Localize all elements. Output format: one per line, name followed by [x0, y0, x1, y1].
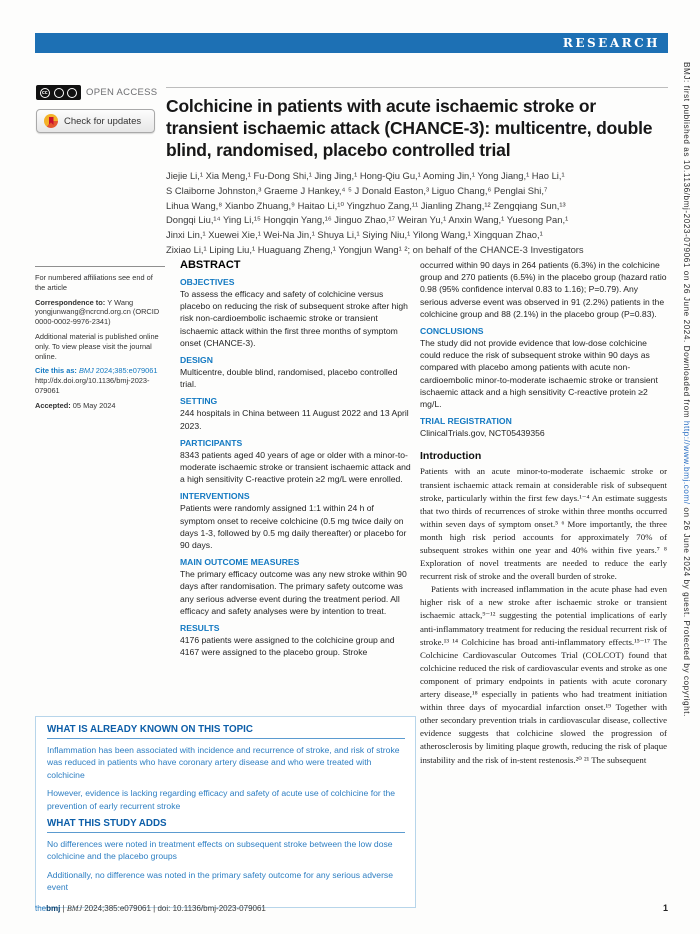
doi-link[interactable]: http://dx.doi.org/10.1136/bmj-2023-079061 — [35, 376, 150, 395]
additional-material-note: Additional material is published online only. To view please visit the journal online. — [35, 331, 159, 361]
abstract-section-text: Patients were randomly assigned 1:1 within 24 h of symptom onset to receive colchicine (0.5 mg twice daily on days 1-3, followed by 0.5 mg daily thereafter) or placebo for 90 days. — [180, 503, 407, 551]
abstract-section-text: Multicentre, double blind, randomised, placebo controlled trial. — [180, 367, 398, 390]
abstract-section-label: MAIN OUTCOME MEASURES — [180, 557, 300, 568]
introduction-body — [420, 465, 667, 766]
correspondence-email[interactable]: yongjunwang@ncrcnd.org.cn (ORCID 0000-0002-9976-2341) — [35, 307, 160, 327]
abstract-section-text: The primary efficacy outcome was any new stroke within 90 days after randomisation. The primary safety outcome was any serious adverse event during the treatment period. All efficacy and safety analyses were by intention to treat. — [180, 569, 407, 616]
page-footer — [35, 903, 668, 913]
key-message-item: Inflammation has been associated with incidence and recurrence of stroke, and risk of stroke was reduced in patients who have coronary artery disease and who were treated with colchicine — [47, 745, 400, 780]
abstract-section-label: OBJECTIVES — [180, 277, 235, 287]
cite-this-as-label: Cite this as: — [35, 366, 79, 376]
abstract-section — [180, 623, 411, 658]
abstract-section — [180, 355, 411, 390]
introduction-heading: Introduction — [420, 450, 482, 463]
correspondence-label: Correspondence to: — [35, 297, 108, 307]
check-for-updates-label: Check for updates — [64, 115, 142, 127]
introduction-paragraph: Patients with increased inflammation in the acute phase had even higher risk of a new stroke after ischaemic stroke or transient ischaemic attack,⁹⁻¹² suggesting the potential implications of early anti-inflammatory treatment for reducing the residual recurrent risk of stroke.¹³ ¹⁴ Colchicine has broad anti-inflammatory effects.¹⁵⁻¹⁷ The Colchicine Cardiovascular Outcomes Trial (COLCOT) found that colchicine reduced the risk of cardiovascular events and stroke as one component of primary endpoints in patients with acute coronary artery disease,¹⁸ especially in patients who had treatment initiation within three days of myocardial infarction onset.¹⁹ Together with other secondary prevention trials in cardiovascular disease, collective evidence suggests that colchicine slowed the progression of atherosclerosis by limiting plaque growth, reducing the risk of plaque instability and the risk of in-stent restenosis.²⁰ ²¹ The subsequent — [420, 584, 667, 765]
thebmj-logo: the — [35, 904, 47, 913]
key-message-item: Additionally, no difference was noted in the primary safety outcome for any serious adverse event — [47, 869, 394, 893]
what-this-study-adds-items — [47, 838, 405, 894]
creative-commons-license-icon — [36, 85, 81, 100]
footer-citation — [35, 904, 266, 913]
author-line: Dongqi Liu,¹⁴ Ying Li,¹⁵ Hongqin Yang,¹⁶ Jinguo Zhao,¹⁷ Weiran Yu,¹ Anxin Wang,¹ Yuesong Pan,¹ — [166, 214, 569, 226]
cite-value: 2024;385:e079061 — [93, 366, 158, 376]
abstract-section-label: CONCLUSIONS — [420, 326, 484, 337]
second-column — [420, 259, 667, 767]
key-messages-box — [35, 716, 416, 908]
abstract-section-text: ClinicalTrials.gov, NCT05439356 — [420, 428, 545, 439]
what-this-study-adds-heading: WHAT THIS STUDY ADDS — [47, 818, 405, 833]
footer-doi: 2024;385:e079061 | doi: 10.1136/bmj-2023-079061 — [82, 904, 266, 913]
abstract-section-text: 4176 patients were assigned to the colchicine group and 4167 were assigned to the placebo group. Stroke — [180, 635, 395, 658]
open-access-label: OPEN ACCESS — [86, 87, 158, 98]
research-section-banner: RESEARCH — [35, 33, 668, 53]
sidenote-text-after: on 26 June 2024 by guest. Protected by copyright. — [682, 504, 691, 717]
key-message-item: However, evidence is lacking regarding efficacy and safety of acute use of colchicine for the prevention of early recurrent stroke — [47, 788, 396, 811]
cite-journal: BMJ — [78, 366, 94, 376]
margin-notes — [35, 266, 165, 416]
abstract-heading: ABSTRACT — [180, 259, 241, 271]
copyright-sidenote — [679, 62, 691, 922]
crossmark-icon — [44, 114, 58, 128]
abstract-section — [420, 416, 667, 439]
thebmj-logo-bold: bmj — [46, 904, 61, 913]
abstract-sections-right — [420, 326, 667, 439]
abstract-section-label: SETTING — [180, 396, 218, 407]
correspondence-name: Y Wang — [107, 297, 134, 307]
abstract-section-label: PARTICIPANTS — [180, 437, 243, 448]
author-line: Jinxi Lin,¹ Xuewei Xie,¹ Wei-Na Jin,¹ Shuya Li,¹ Siying Niu,¹ Yilong Wang,¹ Xingquan Zhao,¹ — [166, 229, 543, 241]
cc-by-glyph — [54, 88, 64, 98]
check-for-updates-button[interactable] — [36, 109, 155, 133]
author-line: Jiejie Li,¹ Xia Meng,¹ Fu-Dong Shi,¹ Jing Jing,¹ Hong-Qiu Gu,¹ Aoming Jin,¹ Yong Jiang,¹ Hao Li,¹ — [166, 170, 565, 181]
abstract-column — [180, 259, 411, 658]
accepted-note — [35, 401, 165, 411]
page-number: 1 — [662, 903, 668, 913]
abstract-sections — [180, 277, 411, 658]
abstract-section — [180, 557, 411, 617]
abstract-section-label: INTERVENTIONS — [180, 491, 250, 502]
abstract-section-label: DESIGN — [180, 355, 213, 366]
correspondence-note — [35, 298, 165, 327]
abstract-section — [420, 326, 667, 410]
cc-nc-glyph — [67, 88, 77, 98]
footer-journal: BMJ — [66, 904, 82, 913]
affiliations-note: For numbered affiliations see end of the article — [35, 273, 153, 292]
accepted-date: 05 May 2024 — [72, 400, 116, 410]
abstract-section-text: To assess the efficacy and safety of colchicine versus placebo on reducing the risk of subsequent stroke after high risk non-cardioembolic ischaemic stroke or transient ischaemic attack within the first three months of symptom onset (CHANCE-3). — [180, 289, 408, 348]
abstract-section — [180, 396, 411, 431]
abstract-section — [180, 438, 411, 486]
what-is-known-items — [47, 744, 405, 812]
author-list — [166, 169, 668, 258]
accepted-label: Accepted: — [35, 400, 73, 410]
abstract-section — [180, 491, 411, 551]
badges-block — [36, 85, 164, 133]
abstract-section-label: RESULTS — [180, 623, 220, 634]
introduction-paragraph: Patients with an acute minor-to-moderate ischaemic stroke or transient ischaemic attack remain at considerable risk of subsequent stroke, particularly within the first few days.¹⁻⁴ An estimate suggests that two thirds of recurrences of stroke within three months occurred within seven days of symptom onset.⁵ ⁶ More importantly, the three month high risk period accounts for approximately 70% of subsequent strokes within one year and 40% within five years.⁷ ⁸ Exploration of novel treatments are needed to reduce the early recurrent risk of stroke and the overall burden of stroke. — [420, 466, 667, 582]
footer-separator: | — [60, 904, 67, 913]
author-line: S Claiborne Johnston,³ Graeme J Hankey,⁴ ⁵ J Donald Easton,³ Liguo Chang,⁶ Penglai Shi,⁷ — [166, 184, 548, 196]
sidenote-text-before: BMJ: first published as 10.1136/bmj-2023-079061 on 26 June 2024. Downloaded from — [682, 62, 691, 421]
cc-glyph: cc — [40, 88, 50, 98]
page-title: Colchicine in patients with acute ischaemic stroke or transient ischaemic attack (CHANCE-3): multicentre, double blind, randomised, placebo controlled trial — [166, 96, 653, 160]
article-header — [166, 87, 668, 258]
author-line: Zixiao Li,¹ Liping Liu,¹ Huaguang Zheng,¹ Yongjun Wang¹ ²; on behalf of the CHANCE-3 Investigators — [166, 243, 584, 255]
abstract-section-label: TRIAL REGISTRATION — [420, 416, 512, 427]
bmj-com-link[interactable]: http://www.bmj.com/ — [682, 420, 691, 505]
open-access-row[interactable] — [36, 85, 164, 100]
results-continuation: occurred within 90 days in 264 patients (6.3%) in the colchicine group and 270 patients (6.5%) in the placebo group (hazard ratio 0.98 (95% confidence interval 0.83 to 1.16); P=0.79). Any serious adverse event was observed in 91 (2.2%) patients in the colchicine group and 88 (2.1%) in the placebo group (P=0.83). — [420, 260, 667, 319]
citation-note — [35, 366, 165, 395]
key-message-item: No differences were noted in treatment effects on subsequent stroke between the low dose colchicine and the placebo groups — [47, 839, 393, 862]
what-is-known-heading: WHAT IS ALREADY KNOWN ON THIS TOPIC — [47, 724, 405, 739]
author-line: Lihua Wang,⁸ Xianbo Zhuang,⁹ Haitao Li,¹⁰ Yingzhuo Zang,¹¹ Jianling Zhang,¹² Zengqiang Sun,¹³ — [166, 199, 566, 211]
abstract-section-text: 244 hospitals in China between 11 August 2022 and 13 April 2023. — [180, 408, 409, 431]
abstract-section — [180, 277, 411, 349]
abstract-section-text: The study did not provide evidence that low-dose colchicine could reduce the risk of subsequent stroke within 90 days as compared with placebo among patients with acute non-cardioembolic minor-to-moderate ischaemic stroke or transient ischaemic attack and a high sensitivity C-reactive protein ≥2 mg/L. — [420, 338, 658, 410]
abstract-section-text: 8343 patients aged 40 years of age or older with a minor-to-moderate ischaemic stroke or transient ischaemic attack and a high sensitivity C-reactive protein ≥2 mg/L were enrolled. — [180, 449, 411, 485]
